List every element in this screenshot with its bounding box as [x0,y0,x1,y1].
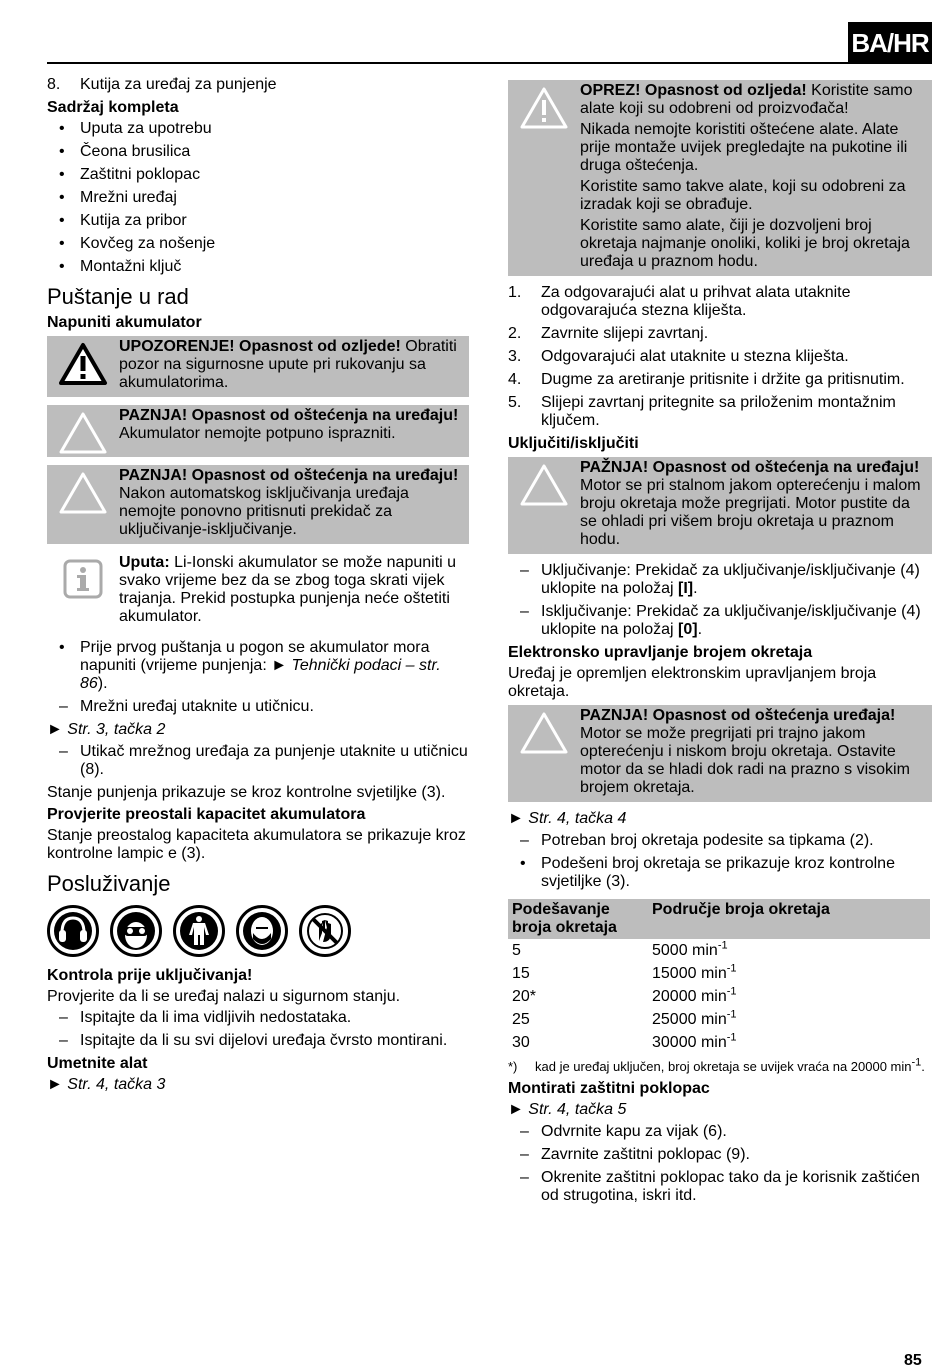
language-tab: BA/HR [848,22,932,64]
no-gloves-icon [299,905,351,957]
protective-suit-icon [173,905,225,957]
charge-state-text: Stanje punjenja prikazuje se kroz kontrolne svjetiljke (3). [47,784,446,801]
list-item: • Uputa za upotrebu [59,120,212,137]
table-row: 5 5000 $\min^{-1}$ [512,939,728,959]
page-reference: ► Str. 4, tačka 5 [508,1101,627,1118]
list-item: – Utikač mrežnog uređaja za punjenje utaknite u utičnicu (8). [59,743,468,778]
list-item: 8. Kutija za uređaj za punjenje [47,76,277,93]
list-item: – Potreban broj okretaja podesite sa tipkama (2). [520,832,874,849]
caution-notice: PAZNJA! Opasnost od oštećenja na uređaju! Nakon automatskog isključivanja uređaja nemojte ponovno pritisnuti prekidač za uključivanje-isključivanje. [47,465,469,544]
dust-mask-icon [236,905,288,957]
electronic-control-heading: Elektronsko upravljanje brojem okretaja [508,644,813,661]
kit-heading: Sadržaj kompleta [47,99,179,116]
ear-protection-icon [47,905,99,957]
list-item: – Ispitajte da li ima vidljivih nedostataka. [59,1009,352,1026]
list-item: 2. Zavrnite slijepi zavrtanj. [508,325,709,342]
footnote: *) kad je uređaj uključen, broj okretaja se uvijek vraća na 20000 $\min^{-1}$. [508,1056,925,1074]
check-heading: Kontrola prije uključivanja! [47,967,253,984]
page-reference: ► Str. 4, tačka 4 [508,810,627,827]
list-item: 5. Slijepi zavrtanj pritegnite sa priloženim montažnim ključem. [508,394,896,429]
onoff-heading: Uključiti/isključiti [508,435,639,452]
kit-list [47,120,469,276]
list-item: • Prije prvog puštanja u pogon se akumulator mora napuniti (vrijeme punjenja: ► Tehnički podaci – str. 86). [59,639,441,692]
capacity-text: Stanje preostalog kapaciteta akumulatora se prikazuje kroz kontrolne lampic e (3). [47,827,466,862]
page-number: 85 [904,1352,922,1369]
table-row: 20* 20000 $\min^{-1}$ [512,985,737,1005]
left-column [47,76,469,1098]
guard-heading: Montirati zaštitni poklopac [508,1080,710,1097]
speed-table [508,899,930,1054]
table-row: 30 30000 $\min^{-1}$ [512,1031,737,1051]
caution-notice: PAZNJA! Opasnost od oštećenja uređaja! Motor se može pregrijati pri trajno jakom opterećenju i niskom broju okretaja. Ostavite motor da se hladi dok radi na prazno s visokim brojem okretaja. [508,705,932,802]
caution-notice: PAŽNJA! Opasnost od oštećenja na uređaju! Motor se pri stalnom jakom opterećenju i malom broju okretaja može pregrijati. Motor pustite da se ohladi pri višem broju okretaja u praznom hodu. [508,457,932,554]
check-text: Provjerite da li se uređaj nalazi u sigurnom stanju. [47,988,401,1005]
list-item: – Okrenite zaštitni poklopac tako da je korisnik zaštićen od strugotina, iskri itd. [520,1169,920,1204]
table-row: 15 15000 $\min^{-1}$ [512,962,737,982]
capacity-heading: Provjerite preostali kapacitet akumulatora [47,806,366,823]
list-item: – Odvrnite kapu za vijak (6). [520,1123,727,1140]
caution-notice: OPREZ! Opasnost od ozljeda! Koristite samo alate koji su odobreni od proizvođača! Nikada nemojte koristiti oštećene alate. Alate prije montaže uvijek pregledajte na pukotine ili druga oštećenja. Koristite samo takve alate, koji su odobreni za izradak koji se obrađuje. Koristite samo alate, čiji je dozvoljeni broj okretaja najmanje onoliki, koliki je broj okretaja uređaja u praznom hodu. [508,80,932,276]
info-icon [47,554,119,629]
list-item: 3. Odgovarajući alat utaknite u stezna kliješta. [508,348,849,365]
charge-heading: Napuniti akumulator [47,314,202,331]
insert-heading: Umetnite alat [47,1055,148,1072]
right-column [508,76,932,1210]
list-item: • Kutija za pribor [59,212,187,229]
table-row: 25 25000 $\min^{-1}$ [512,1008,737,1028]
list-item: • Kovčeg za nošenje [59,235,216,252]
steps-list [508,284,932,430]
goggles-icon [110,905,162,957]
header-rule [47,62,932,64]
list-item: • Čeona brusilica [59,143,191,160]
list-item: • Montažni ključ [59,258,182,275]
info-notice: Uputa: Li-Ionski akumulator se može napuniti u svako vrijeme bez da se zbog toga skrati vijek trajanja. Prekid postupka punjenja neće oštetiti akumulator. [47,552,469,631]
caution-triangle-icon [508,707,580,800]
safety-pictograms [47,905,469,957]
electronic-control-text: Uređaj je opremljen elektronskim upravljanjem broja okretaja. [508,665,877,700]
list-item: • Podešeni broj okretaja se prikazuje kroz kontrolne svjetiljke (3). [520,855,895,890]
caution-triangle-icon [47,467,119,542]
list-item: – Zavrnite zaštitni poklopac (9). [520,1146,750,1163]
section-title: Puštanje u rad [47,284,189,309]
list-item: – Mrežni uređaj utaknite u utičnicu. [59,698,314,715]
list-item: – Isključivanje: Prekidač za uključivanje/isključivanje (4) uklopite na položaj [0]. [520,603,921,638]
table-header: Podešavanje broja okretaja [508,899,648,939]
list-item: • Zaštitni poklopac [59,166,201,183]
warning-triangle-icon [508,82,580,274]
list-item: – Ispitajte da li su svi dijelovi uređaja čvrsto montirani. [59,1032,448,1049]
caution-notice: PAZNJA! Opasnost od oštećenja na uređaju! Akumulator nemojte potpuno isprazniti. [47,405,469,457]
list-item: 4. Dugme za aretiranje pritisnite i držite ga pritisnutim. [508,371,905,388]
page-reference: ► Str. 4, tačka 3 [47,1076,166,1093]
list-item: – Uključivanje: Prekidač za uključivanje/isključivanje (4) uklopite na položaj [I]. [520,562,920,597]
list-item: • Mrežni uređaj [59,189,177,206]
caution-triangle-icon [47,407,119,455]
section-title: Posluživanje [47,871,171,896]
page-reference: ► Str. 3, tačka 2 [47,721,166,738]
warning-notice: UPOZORENJE! Opasnost od ozljede! Obratiti pozor na sigurnosne upute pri rukovanju sa akumulatorima. [47,336,469,397]
list-item: 1. Za odgovarajući alat u prihvat alata utaknite odgovarajuća stezna kliješta. [508,284,851,319]
caution-triangle-icon [508,459,580,552]
table-header: Područje broja okretaja [648,899,930,939]
warning-triangle-icon [47,338,119,395]
